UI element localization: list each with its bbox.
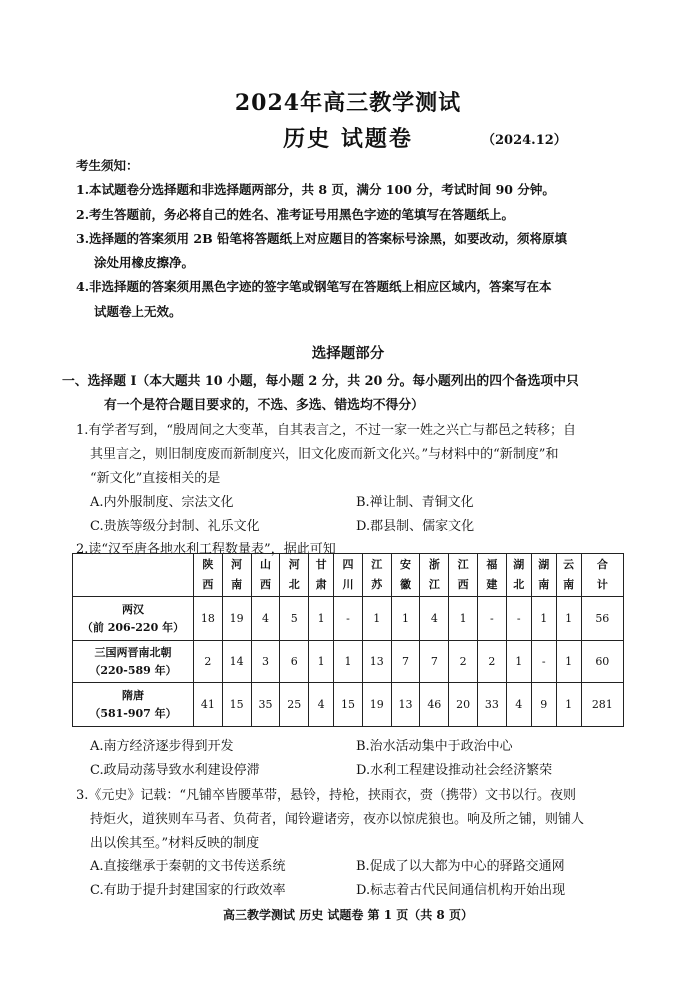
exam-date: （2024.12） — [482, 133, 567, 148]
section-intro: 有一个是符合题目要求的，不选、多选、错选均不得分） — [104, 398, 424, 413]
row-header: 三国两晋南北朝 （220-589 年） — [73, 641, 194, 683]
col-header: 湖 南 — [531, 554, 556, 597]
notice-item: 3.选择题的答案须用 2B 铅笔将答题纸上对应题目的答案标号涂黑，如要改动，须将原填 — [76, 231, 568, 246]
table-cell: 2 — [477, 641, 506, 683]
table-cell: 7 — [391, 641, 420, 683]
col-header: 山 西 — [251, 554, 280, 597]
table-corner — [73, 554, 194, 597]
table-cell: 2 — [449, 641, 478, 683]
col-header: 湖 北 — [506, 554, 531, 597]
table-cell: 4 — [506, 683, 531, 727]
col-header: 陕 西 — [194, 554, 223, 597]
table-cell: 33 — [477, 683, 506, 727]
q3-option-d: D.标志着古代民间通信机构开始出现 — [356, 883, 566, 898]
row-header: 隋唐 （581-907 年） — [73, 683, 194, 727]
col-header: 江 苏 — [362, 554, 391, 597]
table-cell: 46 — [420, 683, 449, 727]
q1-option-a: A.内外服制度、宗法文化 — [90, 495, 234, 510]
table-cell: 20 — [449, 683, 478, 727]
table-cell: 35 — [251, 683, 280, 727]
table-cell: 18 — [194, 597, 223, 641]
exam-title: 2024年高三教学测试 — [234, 90, 462, 116]
table-cell: 4 — [420, 597, 449, 641]
q2-option-d: D.水利工程建设推动社会经济繁荣 — [356, 763, 553, 778]
table-cell: 25 — [280, 683, 309, 727]
table-cell: 13 — [362, 641, 391, 683]
table-cell: - — [506, 597, 531, 641]
table-cell: 9 — [531, 683, 556, 727]
table-cell: 2 — [194, 641, 223, 683]
table-cell: 14 — [222, 641, 251, 683]
notice-item: 试题卷上无效。 — [94, 304, 182, 319]
row-header: 两汉 （前 206-220 年） — [73, 597, 194, 641]
table-cell: 5 — [280, 597, 309, 641]
col-header: 河 北 — [280, 554, 309, 597]
q3-stem: 3.《元史》记载：“凡铺卒皆腰革带，悬铃，持枪，挟雨衣，赍（携带）文书以行。夜则 — [76, 788, 577, 803]
q2-option-c: C.政局动荡导致水利建设停滞 — [90, 763, 260, 778]
q3-option-a: A.直接继承于秦朝的文书传送系统 — [90, 859, 286, 874]
col-header: 福 建 — [477, 554, 506, 597]
table-cell: 1 — [556, 683, 581, 727]
q1-option-d: D.郡县制、儒家文化 — [356, 519, 475, 534]
table-cell: - — [531, 641, 556, 683]
table-row — [73, 683, 624, 727]
col-header: 河 南 — [222, 554, 251, 597]
page-footer: 高三教学测试 历史 试题卷 第 1 页（共 8 页） — [223, 908, 473, 922]
notice-item: 涂处用橡皮擦净。 — [94, 255, 195, 270]
table-cell: 1 — [556, 641, 581, 683]
notice-item: 4.非选择题的答案须用黑色字迹的签字笔或钢笔写在答题纸上相应区域内，答案写在本 — [76, 279, 552, 294]
table-cell: 60 — [581, 641, 623, 683]
table-cell: 4 — [251, 597, 280, 641]
notice-item: 1.本试题卷分选择题和非选择题两部分，共 8 页，满分 100 分，考试时间 90 分钟。 — [76, 182, 555, 197]
table-cell: 41 — [194, 683, 223, 727]
q1-option-b: B.禅让制、青铜文化 — [356, 495, 474, 510]
notice-heading: 考生须知： — [76, 158, 139, 173]
section-title: 选择题部分 — [311, 345, 385, 362]
exam-subtitle: 历史 试题卷 — [283, 126, 413, 152]
col-header: 合 计 — [581, 554, 623, 597]
table-cell: 1 — [531, 597, 556, 641]
col-header: 四 川 — [334, 554, 363, 597]
col-header: 云 南 — [556, 554, 581, 597]
table-cell: 15 — [334, 683, 363, 727]
q3-stem: 持炬火，道狭则车马者、负荷者，闻铃避诸旁，夜亦以惊虎狼也。响及所之铺，则铺人 — [90, 812, 585, 827]
table-cell: 1 — [556, 597, 581, 641]
q2-stem: 2.读“汉至唐各地水利工程数量表”，据此可知 — [76, 542, 336, 557]
table-cell: - — [334, 597, 363, 641]
table-cell: 19 — [222, 597, 251, 641]
col-header: 安 徽 — [391, 554, 420, 597]
table-row — [73, 597, 624, 641]
table-cell: 7 — [420, 641, 449, 683]
table-cell: 13 — [391, 683, 420, 727]
table-cell: 6 — [280, 641, 309, 683]
table-cell: 1 — [449, 597, 478, 641]
table-cell: 1 — [309, 641, 334, 683]
table-cell: 56 — [581, 597, 623, 641]
q1-stem: “新文化”直接相关的是 — [90, 471, 221, 486]
section-intro: 一、选择题 Ⅰ（本大题共 10 小题，每小题 2 分，共 20 分。每小题列出的四个备选项中只 — [62, 374, 579, 389]
q2-option-a: A.南方经济逐步得到开发 — [90, 739, 234, 754]
table-cell: 1 — [506, 641, 531, 683]
table-cell: 1 — [391, 597, 420, 641]
table-cell: 15 — [222, 683, 251, 727]
q3-option-c: C.有助于提升封建国家的行政效率 — [90, 883, 286, 898]
q1-stem: 1.有学者写到，“殷周间之大变革，自其表言之，不过一家一姓之兴亡与都邑之转移；自 — [76, 423, 577, 438]
table-cell: 1 — [309, 597, 334, 641]
q3-option-b: B.促成了以大都为中心的驿路交通网 — [356, 859, 565, 874]
col-header: 甘 肃 — [309, 554, 334, 597]
col-header: 浙 江 — [420, 554, 449, 597]
table-cell: 4 — [309, 683, 334, 727]
table-cell: 1 — [334, 641, 363, 683]
table-cell: - — [477, 597, 506, 641]
q3-stem: 出以俟其至。”材料反映的制度 — [90, 836, 260, 851]
table-cell: 19 — [362, 683, 391, 727]
table-header-row — [73, 554, 624, 597]
water-projects-table — [72, 553, 624, 727]
q1-stem: 其里言之，则旧制度废而新制度兴，旧文化废而新文化兴。”与材料中的“新制度”和 — [90, 447, 559, 462]
notice-item: 2.考生答题前，务必将自己的姓名、准考证号用黑色字迹的笔填写在答题纸上。 — [76, 207, 515, 222]
table-cell: 3 — [251, 641, 280, 683]
table-row — [73, 641, 624, 683]
col-header: 江 西 — [449, 554, 478, 597]
q2-option-b: B.治水活动集中于政治中心 — [356, 739, 513, 754]
table-cell: 281 — [581, 683, 623, 727]
q1-option-c: C.贵族等级分封制、礼乐文化 — [90, 519, 260, 534]
table-cell: 1 — [362, 597, 391, 641]
